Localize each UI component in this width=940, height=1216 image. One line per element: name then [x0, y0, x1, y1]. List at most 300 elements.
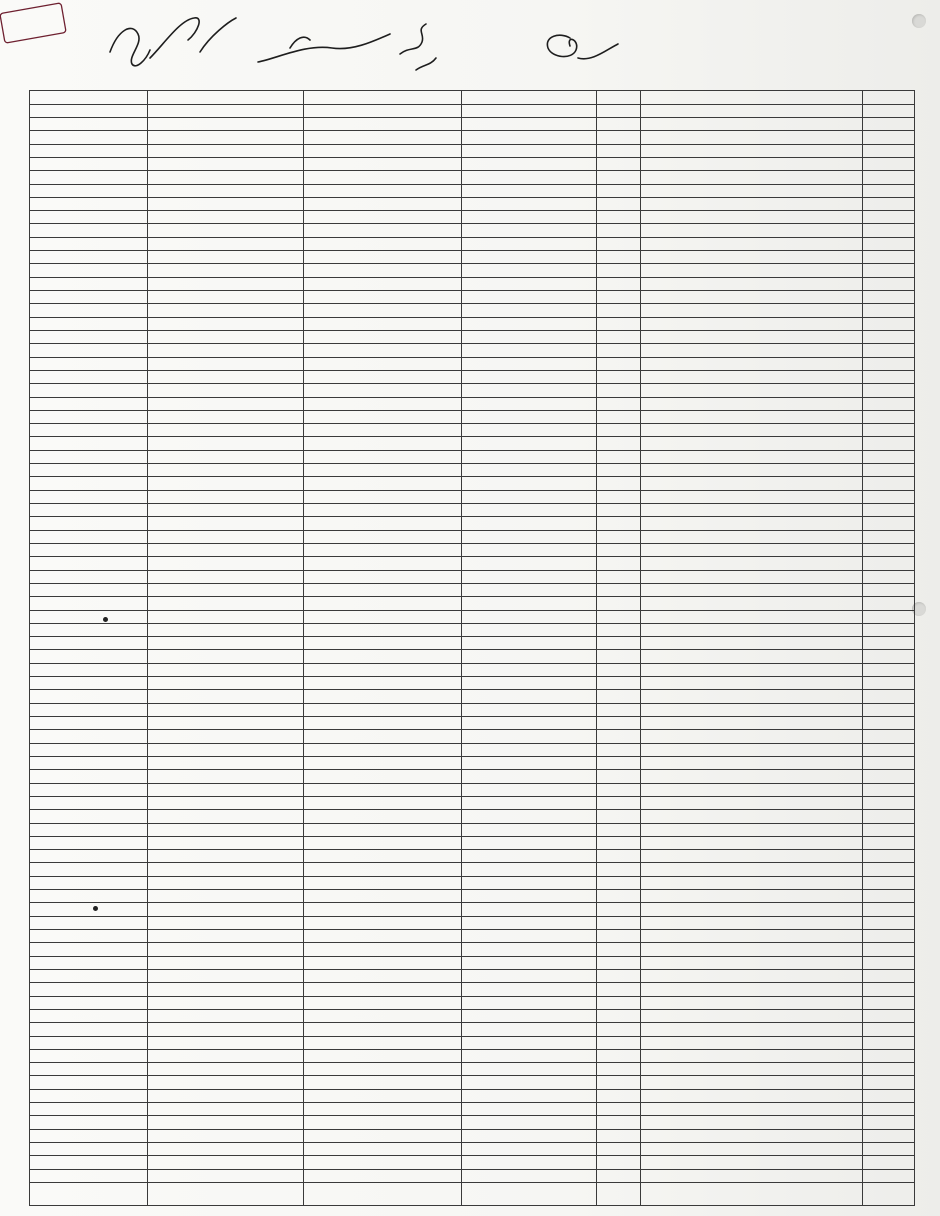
row-unit [597, 623, 641, 636]
row-unit [597, 637, 641, 650]
row-rate-1 [462, 490, 597, 503]
row-rate-1 [462, 876, 597, 889]
header-rate-2 [304, 1183, 462, 1206]
row-rate-1 [462, 890, 597, 903]
row-description [641, 570, 863, 583]
row-description [641, 144, 863, 157]
table-row [30, 344, 915, 357]
row-rate-1 [462, 757, 597, 770]
row-rate-2 [304, 1023, 462, 1036]
row-rate-1 [462, 690, 597, 703]
row-unit [597, 344, 641, 357]
row-unit [597, 1089, 641, 1102]
row-serial-number [863, 970, 915, 983]
row-description [641, 623, 863, 636]
table-row [30, 237, 915, 250]
row-rate-2 [304, 118, 462, 131]
row-serial-number [863, 757, 915, 770]
row-rate-2 [304, 477, 462, 490]
row-serial-number [863, 1116, 915, 1129]
row-remarks [30, 637, 148, 650]
row-rate-3 [148, 570, 304, 583]
row-rate-2 [304, 91, 462, 105]
row-unit [597, 224, 641, 237]
row-remarks [30, 437, 148, 450]
row-remarks [30, 663, 148, 676]
row-rate-1 [462, 703, 597, 716]
row-rate-2 [304, 970, 462, 983]
row-rate-3 [148, 304, 304, 317]
row-serial-number [863, 331, 915, 344]
row-rate-1 [462, 930, 597, 943]
row-description [641, 757, 863, 770]
row-rate-1 [462, 583, 597, 596]
row-serial-number [863, 637, 915, 650]
row-description [641, 690, 863, 703]
row-rate-2 [304, 464, 462, 477]
row-rate-2 [304, 730, 462, 743]
row-rate-2 [304, 836, 462, 849]
row-rate-3 [148, 370, 304, 383]
row-serial-number [863, 876, 915, 889]
row-serial-number [863, 157, 915, 170]
table-row [30, 437, 915, 450]
row-rate-2 [304, 903, 462, 916]
row-serial-number [863, 850, 915, 863]
row-unit [597, 690, 641, 703]
row-remarks [30, 544, 148, 557]
row-remarks [30, 331, 148, 344]
row-rate-2 [304, 823, 462, 836]
row-remarks [30, 730, 148, 743]
row-rate-1 [462, 530, 597, 543]
header-unit [597, 1183, 641, 1206]
row-serial-number [863, 983, 915, 996]
row-rate-1 [462, 144, 597, 157]
table-row [30, 677, 915, 690]
row-serial-number [863, 450, 915, 463]
row-description [641, 184, 863, 197]
row-unit [597, 357, 641, 370]
row-rate-1 [462, 903, 597, 916]
signature-area [0, 0, 940, 90]
row-unit [597, 1036, 641, 1049]
table-row [30, 331, 915, 344]
row-rate-1 [462, 171, 597, 184]
row-remarks [30, 876, 148, 889]
row-remarks [30, 1076, 148, 1089]
stamp-border [0, 3, 66, 43]
row-rate-1 [462, 1103, 597, 1116]
table-row [30, 118, 915, 131]
row-serial-number [863, 1156, 915, 1169]
row-remarks [30, 464, 148, 477]
table-row [30, 211, 915, 224]
row-serial-number [863, 597, 915, 610]
row-remarks [30, 397, 148, 410]
row-rate-1 [462, 544, 597, 557]
row-rate-2 [304, 650, 462, 663]
row-remarks [30, 517, 148, 530]
row-rate-1 [462, 1036, 597, 1049]
table-row [30, 157, 915, 170]
table-row [30, 397, 915, 410]
row-description [641, 331, 863, 344]
row-rate-3 [148, 1103, 304, 1116]
table-row [30, 890, 915, 903]
row-rate-3 [148, 450, 304, 463]
row-description [641, 357, 863, 370]
row-description [641, 304, 863, 317]
row-serial-number [863, 291, 915, 304]
row-rate-3 [148, 903, 304, 916]
table-row [30, 983, 915, 996]
table-row [30, 943, 915, 956]
row-serial-number [863, 890, 915, 903]
row-serial-number [863, 770, 915, 783]
row-rate-2 [304, 757, 462, 770]
row-serial-number [863, 424, 915, 437]
row-serial-number [863, 224, 915, 237]
row-unit [597, 677, 641, 690]
row-unit [597, 943, 641, 956]
row-serial-number [863, 623, 915, 636]
row-rate-1 [462, 810, 597, 823]
table-row [30, 730, 915, 743]
table-row [30, 743, 915, 756]
row-unit [597, 650, 641, 663]
row-rate-1 [462, 850, 597, 863]
table-row [30, 770, 915, 783]
row-rate-3 [148, 1089, 304, 1102]
header-description [641, 1183, 863, 1206]
row-rate-2 [304, 1076, 462, 1089]
table-row [30, 197, 915, 210]
row-rate-3 [148, 796, 304, 809]
row-unit [597, 703, 641, 716]
row-rate-3 [148, 863, 304, 876]
row-remarks [30, 1063, 148, 1076]
row-description [641, 344, 863, 357]
row-rate-1 [462, 331, 597, 344]
row-serial-number [863, 530, 915, 543]
signature-4 [400, 24, 436, 70]
row-remarks [30, 317, 148, 330]
row-rate-2 [304, 570, 462, 583]
row-description [641, 1116, 863, 1129]
row-rate-1 [462, 570, 597, 583]
row-remarks [30, 863, 148, 876]
row-rate-1 [462, 823, 597, 836]
row-rate-3 [148, 344, 304, 357]
row-rate-1 [462, 956, 597, 969]
row-serial-number [863, 703, 915, 716]
row-rate-2 [304, 717, 462, 730]
row-rate-2 [304, 663, 462, 676]
row-remarks [30, 211, 148, 224]
row-remarks [30, 477, 148, 490]
row-rate-3 [148, 91, 304, 105]
row-remarks [30, 1009, 148, 1022]
row-remarks [30, 597, 148, 610]
row-serial-number [863, 996, 915, 1009]
row-remarks [30, 197, 148, 210]
row-serial-number [863, 796, 915, 809]
row-unit [597, 1103, 641, 1116]
row-rate-3 [148, 1129, 304, 1142]
row-description [641, 717, 863, 730]
row-rate-3 [148, 424, 304, 437]
row-serial-number [863, 916, 915, 929]
table-row [30, 464, 915, 477]
row-unit [597, 464, 641, 477]
table-row [30, 597, 915, 610]
row-unit [597, 424, 641, 437]
table-row [30, 171, 915, 184]
row-rate-1 [462, 504, 597, 517]
row-remarks [30, 690, 148, 703]
row-rate-2 [304, 1116, 462, 1129]
row-rate-1 [462, 197, 597, 210]
row-rate-3 [148, 930, 304, 943]
row-rate-1 [462, 557, 597, 570]
row-remarks [30, 357, 148, 370]
row-rate-3 [148, 397, 304, 410]
row-remarks [30, 144, 148, 157]
row-rate-2 [304, 597, 462, 610]
row-unit [597, 530, 641, 543]
table-row [30, 850, 915, 863]
row-rate-1 [462, 304, 597, 317]
signature-5 [547, 35, 618, 59]
table-header-row [30, 1183, 915, 1206]
row-unit [597, 504, 641, 517]
row-serial-number [863, 810, 915, 823]
row-rate-2 [304, 384, 462, 397]
row-rate-1 [462, 370, 597, 383]
row-rate-2 [304, 331, 462, 344]
row-rate-2 [304, 490, 462, 503]
row-rate-2 [304, 743, 462, 756]
table-row [30, 1169, 915, 1182]
table-row [30, 570, 915, 583]
row-rate-2 [304, 264, 462, 277]
row-remarks [30, 291, 148, 304]
table-row [30, 583, 915, 596]
row-unit [597, 996, 641, 1009]
row-description [641, 291, 863, 304]
row-remarks [30, 1049, 148, 1062]
row-rate-3 [148, 1116, 304, 1129]
table-row [30, 1089, 915, 1102]
row-rate-2 [304, 251, 462, 264]
row-rate-3 [148, 597, 304, 610]
row-description [641, 890, 863, 903]
row-rate-2 [304, 131, 462, 144]
row-remarks [30, 131, 148, 144]
row-rate-2 [304, 1036, 462, 1049]
row-unit [597, 903, 641, 916]
row-unit [597, 384, 641, 397]
row-rate-3 [148, 757, 304, 770]
row-rate-2 [304, 796, 462, 809]
row-rate-3 [148, 783, 304, 796]
row-description [641, 583, 863, 596]
row-rate-3 [148, 131, 304, 144]
row-rate-2 [304, 983, 462, 996]
row-description [641, 1169, 863, 1182]
row-rate-3 [148, 703, 304, 716]
row-remarks [30, 237, 148, 250]
row-rate-3 [148, 610, 304, 623]
row-description [641, 1076, 863, 1089]
row-rate-1 [462, 1116, 597, 1129]
row-rate-1 [462, 157, 597, 170]
row-remarks [30, 1089, 148, 1102]
row-remarks [30, 903, 148, 916]
row-description [641, 863, 863, 876]
row-serial-number [863, 171, 915, 184]
row-serial-number [863, 570, 915, 583]
table-row [30, 703, 915, 716]
row-remarks [30, 424, 148, 437]
table-row [30, 450, 915, 463]
row-description [641, 1023, 863, 1036]
row-unit [597, 1023, 641, 1036]
row-description [641, 424, 863, 437]
row-remarks [30, 770, 148, 783]
row-rate-2 [304, 304, 462, 317]
row-serial-number [863, 1169, 915, 1182]
row-rate-1 [462, 717, 597, 730]
table-row [30, 863, 915, 876]
row-rate-2 [304, 424, 462, 437]
row-rate-2 [304, 610, 462, 623]
row-description [641, 544, 863, 557]
row-serial-number [863, 490, 915, 503]
rate-table-wrapper [30, 90, 915, 1206]
row-serial-number [863, 863, 915, 876]
row-description [641, 1129, 863, 1142]
row-rate-1 [462, 277, 597, 290]
row-rate-1 [462, 424, 597, 437]
signature-3 [258, 34, 390, 62]
row-rate-2 [304, 277, 462, 290]
row-remarks [30, 1169, 148, 1182]
row-serial-number [863, 836, 915, 849]
row-rate-3 [148, 1156, 304, 1169]
row-remarks [30, 743, 148, 756]
row-unit [597, 796, 641, 809]
row-rate-2 [304, 1009, 462, 1022]
row-serial-number [863, 690, 915, 703]
row-rate-1 [462, 730, 597, 743]
row-rate-3 [148, 637, 304, 650]
row-rate-3 [148, 251, 304, 264]
row-rate-2 [304, 450, 462, 463]
row-description [641, 1103, 863, 1116]
row-serial-number [863, 557, 915, 570]
row-unit [597, 104, 641, 117]
row-serial-number [863, 437, 915, 450]
row-rate-2 [304, 916, 462, 929]
row-rate-1 [462, 237, 597, 250]
row-rate-1 [462, 770, 597, 783]
row-serial-number [863, 144, 915, 157]
row-rate-2 [304, 171, 462, 184]
table-row [30, 557, 915, 570]
row-remarks [30, 251, 148, 264]
row-unit [597, 583, 641, 596]
row-rate-2 [304, 317, 462, 330]
row-unit [597, 131, 641, 144]
row-rate-2 [304, 1049, 462, 1062]
row-remarks [30, 1129, 148, 1142]
table-row [30, 610, 915, 623]
row-rate-2 [304, 783, 462, 796]
row-rate-2 [304, 197, 462, 210]
table-row [30, 91, 915, 105]
row-rate-1 [462, 1129, 597, 1142]
row-rate-1 [462, 863, 597, 876]
row-serial-number [863, 610, 915, 623]
table-row [30, 504, 915, 517]
row-unit [597, 783, 641, 796]
row-unit [597, 823, 641, 836]
row-unit [597, 397, 641, 410]
row-rate-3 [148, 916, 304, 929]
row-rate-2 [304, 344, 462, 357]
row-rate-2 [304, 1089, 462, 1102]
row-description [641, 770, 863, 783]
row-serial-number [863, 397, 915, 410]
row-rate-3 [148, 544, 304, 557]
row-rate-3 [148, 410, 304, 423]
table-row [30, 477, 915, 490]
row-description [641, 810, 863, 823]
row-unit [597, 184, 641, 197]
row-serial-number [863, 344, 915, 357]
row-description [641, 903, 863, 916]
row-rate-3 [148, 184, 304, 197]
table-row [30, 291, 915, 304]
table-row [30, 424, 915, 437]
table-row [30, 1129, 915, 1142]
row-serial-number [863, 823, 915, 836]
row-description [641, 916, 863, 929]
row-rate-2 [304, 890, 462, 903]
row-description [641, 836, 863, 849]
row-rate-2 [304, 770, 462, 783]
row-description [641, 823, 863, 836]
row-rate-1 [462, 1049, 597, 1062]
row-remarks [30, 1036, 148, 1049]
row-description [641, 277, 863, 290]
row-rate-2 [304, 1103, 462, 1116]
row-rate-2 [304, 357, 462, 370]
row-rate-2 [304, 1063, 462, 1076]
row-description [641, 517, 863, 530]
row-rate-1 [462, 610, 597, 623]
row-rate-3 [148, 970, 304, 983]
row-serial-number [863, 184, 915, 197]
row-unit [597, 836, 641, 849]
row-rate-3 [148, 823, 304, 836]
row-rate-1 [462, 251, 597, 264]
row-unit [597, 610, 641, 623]
row-description [641, 397, 863, 410]
row-unit [597, 1063, 641, 1076]
